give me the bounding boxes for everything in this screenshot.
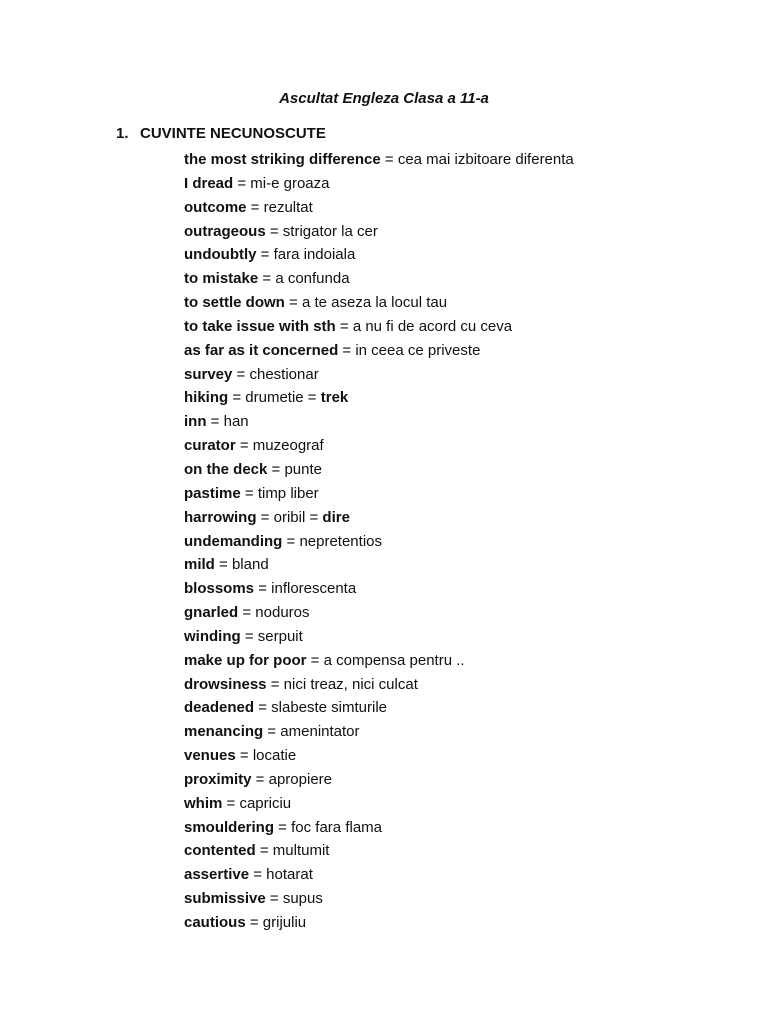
vocab-entry: assertive = hotarat — [184, 866, 313, 884]
vocab-term: mild — [184, 556, 215, 574]
vocab-term: submissive — [184, 890, 266, 908]
vocab-translation: hotarat — [266, 866, 313, 884]
section-heading — [116, 124, 326, 144]
vocab-entry: proximity = apropiere — [184, 770, 333, 788]
vocab-entry: outcome = rezultat — [184, 198, 313, 216]
vocab-translation: in ceea ce priveste — [355, 341, 481, 359]
vocab-entry: outrageous = strigator la cer — [184, 222, 378, 240]
vocab-term: to mistake — [184, 270, 259, 288]
vocab-translation: serpuit — [257, 627, 303, 645]
vocab-entry: mild = bland — [184, 556, 269, 574]
vocab-translation: rezultat — [263, 198, 313, 216]
document-title: Ascultat Engleza Clasa a 11-a — [279, 90, 489, 107]
vocab-term: make up for poor — [184, 651, 307, 669]
vocab-entry: the most striking difference = cea mai izbitoare diferenta — [184, 151, 574, 168]
vocab-translation: capriciu — [239, 794, 292, 812]
vocab-term: curator — [184, 437, 236, 455]
vocab-term: assertive — [184, 866, 250, 884]
vocab-translation: foc fara flama — [291, 818, 382, 836]
vocab-term: blossoms — [184, 580, 255, 598]
vocab-term: on the deck — [184, 460, 268, 478]
vocab-term: inn — [184, 413, 207, 431]
vocab-entry: inn = han — [184, 413, 249, 431]
vocab-translation: a nu fi de acord cu ceva — [352, 317, 513, 335]
vocab-translation: fara indoiala — [273, 246, 356, 264]
vocab-translation: muzeograf — [252, 437, 324, 455]
vocab-term: gnarled — [184, 604, 239, 622]
vocab-term: survey — [184, 365, 233, 383]
vocab-term: outrageous — [184, 222, 266, 240]
vocab-translation: timp liber — [257, 484, 319, 502]
vocab-entry: pastime = timp liber — [184, 484, 319, 502]
vocab-translation: amenintator — [280, 723, 360, 741]
vocab-term: to settle down — [184, 294, 285, 312]
vocab-entry: hiking = drumetie = trek — [184, 389, 349, 407]
vocab-entry: undoubtly = fara indoiala — [184, 246, 356, 264]
vocab-term: contented — [184, 842, 256, 860]
vocab-term: deadened — [184, 699, 255, 717]
vocab-term: venues — [184, 747, 236, 765]
vocab-entry: cautious = grijuliu — [184, 914, 307, 931]
vocab-translation: a te aseza la locul tau — [301, 294, 448, 312]
vocab-entry: menancing = amenintator — [184, 723, 360, 741]
vocab-entry: as far as it concerned = in ceea ce priveste — [184, 341, 481, 359]
vocab-entry: drowsiness = nici treaz, nici culcat — [184, 675, 418, 693]
vocab-translation: locatie — [252, 747, 297, 765]
vocab-entry: on the deck = punte — [184, 460, 323, 478]
vocab-term: undoubtly — [184, 246, 257, 264]
section-number: 1. — [116, 125, 129, 142]
vocab-synonym: dire — [322, 508, 350, 526]
vocab-term: cautious — [184, 914, 246, 931]
vocab-translation: nici treaz, nici culcat — [283, 675, 418, 693]
vocab-term: smouldering — [184, 818, 275, 836]
vocab-entry: to take issue with sth = a nu fi de acord cu ceva — [184, 317, 513, 335]
vocab-entry: winding = serpuit — [184, 627, 303, 645]
vocab-entry: deadened = slabeste simturile — [184, 699, 388, 717]
vocab-synonym: trek — [320, 389, 349, 407]
vocab-translation: drumetie — [245, 389, 304, 407]
vocab-translation: cea mai izbitoare diferenta — [397, 151, 574, 168]
vocab-translation: bland — [231, 556, 269, 574]
vocab-translation: noduros — [255, 604, 310, 622]
vocab-entry: curator = muzeograf — [184, 437, 324, 455]
vocab-term: menancing — [184, 723, 264, 741]
vocab-term: as far as it concerned — [184, 341, 339, 359]
vocab-translation: a compensa pentru .. — [323, 651, 465, 669]
vocab-translation: grijuliu — [262, 914, 307, 931]
vocab-entry: gnarled = noduros — [184, 604, 310, 622]
section-title: CUVINTE NECUNOSCUTE — [140, 125, 326, 142]
vocab-term: pastime — [184, 484, 241, 502]
vocab-translation: mi-e groaza — [250, 174, 330, 192]
vocab-entry: make up for poor = a compensa pentru .. — [184, 651, 465, 669]
vocab-term: undemanding — [184, 532, 283, 550]
vocab-translation: a confunda — [275, 270, 350, 288]
vocab-term: the most striking difference — [184, 151, 381, 168]
vocab-entry: blossoms = inflorescenta — [184, 580, 357, 598]
vocab-translation: slabeste simturile — [271, 699, 388, 717]
vocab-entry: venues = locatie — [184, 747, 297, 765]
vocab-entry: survey = chestionar — [184, 365, 319, 383]
vocab-translation: supus — [282, 890, 323, 908]
vocab-entry: undemanding = nepretentios — [184, 532, 382, 550]
vocab-translation: chestionar — [249, 365, 319, 383]
vocab-term: drowsiness — [184, 675, 267, 693]
vocab-term: winding — [184, 627, 241, 645]
vocab-translation: strigator la cer — [282, 222, 378, 240]
vocab-translation: oribil — [273, 508, 306, 526]
vocab-entry: harrowing = oribil = dire — [184, 508, 350, 526]
vocab-term: I dread — [184, 174, 234, 192]
vocab-term: outcome — [184, 198, 247, 216]
vocab-entry: submissive = supus — [184, 890, 323, 908]
vocabulary-list — [184, 148, 574, 935]
vocab-entry: to mistake = a confunda — [184, 270, 350, 288]
vocab-translation: multumit — [272, 842, 330, 860]
vocab-term: hiking — [184, 389, 229, 407]
vocab-translation: inflorescenta — [271, 580, 357, 598]
vocab-translation: apropiere — [268, 770, 333, 788]
vocab-entry: contented = multumit — [184, 842, 330, 860]
vocab-term: proximity — [184, 770, 252, 788]
vocab-translation: punte — [284, 460, 323, 478]
vocab-term: to take issue with sth — [184, 317, 336, 335]
vocab-translation: nepretentios — [299, 532, 382, 550]
vocab-entry: whim = capriciu — [184, 794, 292, 812]
vocab-entry: to settle down = a te aseza la locul tau — [184, 294, 448, 312]
vocab-entry: I dread = mi-e groaza — [184, 174, 330, 192]
vocab-translation: han — [223, 413, 249, 431]
vocab-entry: smouldering = foc fara flama — [184, 818, 382, 836]
vocab-term: harrowing — [184, 508, 257, 526]
vocab-term: whim — [184, 794, 223, 812]
